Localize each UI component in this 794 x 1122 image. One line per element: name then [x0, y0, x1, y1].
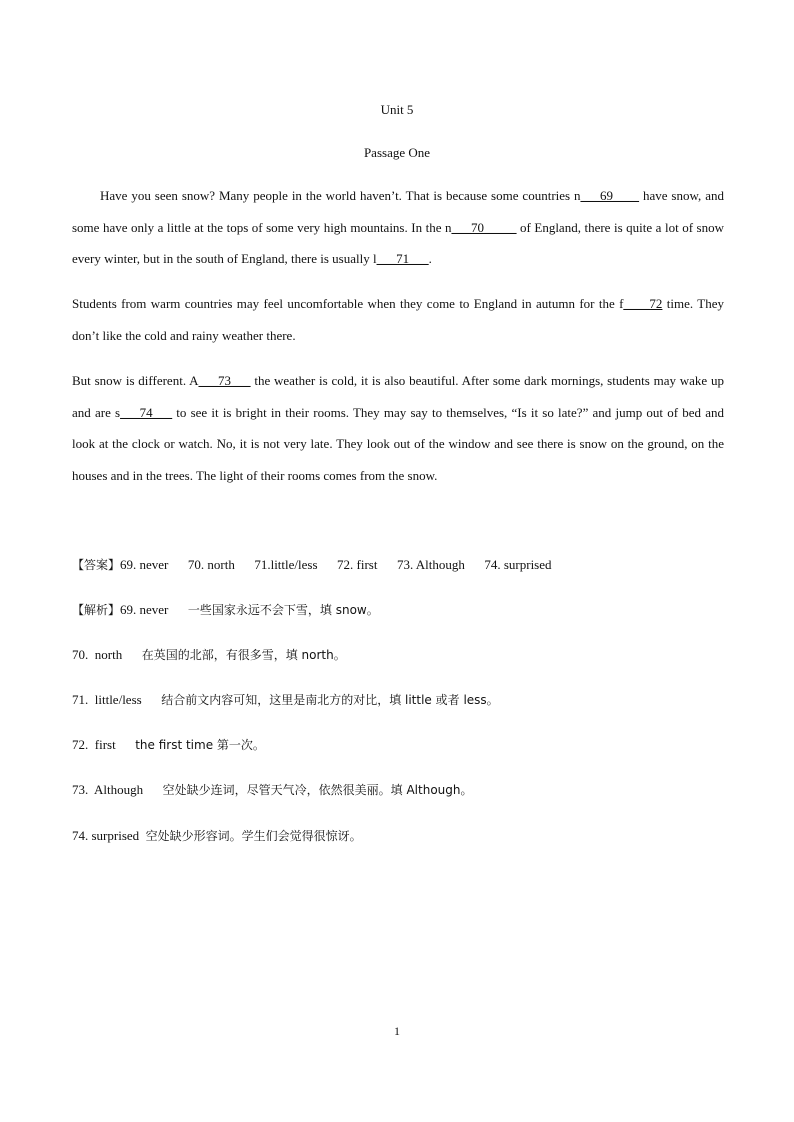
analysis-line-70 — [72, 645, 752, 665]
analysis-note: 空处缺少连词，尽管天气冷，依然很美丽。填 Although。 — [162, 783, 473, 797]
answer-line — [72, 555, 752, 575]
para-text: have snow, and some have only a little at the tops of some very high mountains. In the n — [72, 188, 724, 235]
analysis-note: 一些国家永远不会下雪，填 snow。 — [187, 603, 379, 617]
analysis-note: 结合前文内容可知，这里是南北方的对比，填 little 或者 less。 — [161, 693, 499, 707]
paragraph-3 — [72, 365, 724, 491]
blank-69: ___69____ — [580, 188, 640, 203]
analysis-num: 70. north — [72, 647, 123, 662]
para-text: of England, there is quite a lot of snow every winter, but in the south of England, there is usually l — [72, 219, 724, 266]
para-text: Have you seen snow? Many people in the world haven’t. That is because some countries n — [100, 188, 581, 203]
analysis-line-73 — [72, 780, 752, 800]
unit-title: Unit 5 — [380, 102, 414, 117]
answer-text: 69. never 70. north 71.little/less 72. first 73. Although 74. surprised — [120, 557, 552, 572]
blank-74: ___74___ — [120, 404, 173, 420]
para-text: to see it is bright in their rooms. They may say to themselves, “Is it so late?” and jump out of bed and look at the clock or watch. No, it is not very late. They look out of the window and see there is snow on the ground, on the houses and in the trees. The light of their rooms comes from the snow. — [72, 404, 724, 483]
para-text: But snow is different. A — [72, 373, 199, 388]
blank-70: ___70_____ — [451, 219, 517, 235]
analysis-num: 69. never — [120, 602, 169, 617]
paragraph-2 — [72, 288, 724, 351]
para-text: Students from warm countries may feel uncomfortable when they come to England in autumn for the f — [72, 296, 624, 311]
blank-73: ___73___ — [198, 373, 251, 388]
blank-71: ___71___ — [376, 251, 429, 266]
analysis-line-74 — [72, 826, 752, 846]
passage-title: Passage One — [363, 145, 431, 160]
analysis-num: 74. surprised — [72, 828, 140, 843]
para-text: the weather is cold, it is also beautiful. After some dark mornings, students may wake up and are s — [72, 373, 724, 420]
analysis-num: 72. first — [72, 737, 116, 752]
analysis-note: the first time 第一次。 — [135, 738, 265, 752]
analysis-num: 71. little/less — [72, 692, 142, 707]
page-number: 1 — [394, 1024, 400, 1038]
analysis-line-69 — [72, 600, 752, 620]
paragraph-1 — [72, 180, 724, 275]
answer-label: 【答案】 — [72, 558, 121, 572]
analysis-note: 在英国的北部，有很多雪，填 north。 — [141, 648, 346, 662]
analysis-label: 【解析】 — [72, 603, 121, 617]
analysis-line-72 — [72, 735, 752, 755]
para-text: . — [428, 251, 432, 266]
analysis-line-71 — [72, 690, 752, 710]
para-text: time. They don’t like the cold and rainy weather there. — [72, 296, 724, 343]
blank-72: ____72 — [623, 296, 663, 311]
analysis-note: 空处缺少形容词。学生们会觉得很惊讶。 — [145, 829, 362, 843]
analysis-num: 73. Although — [72, 782, 144, 797]
